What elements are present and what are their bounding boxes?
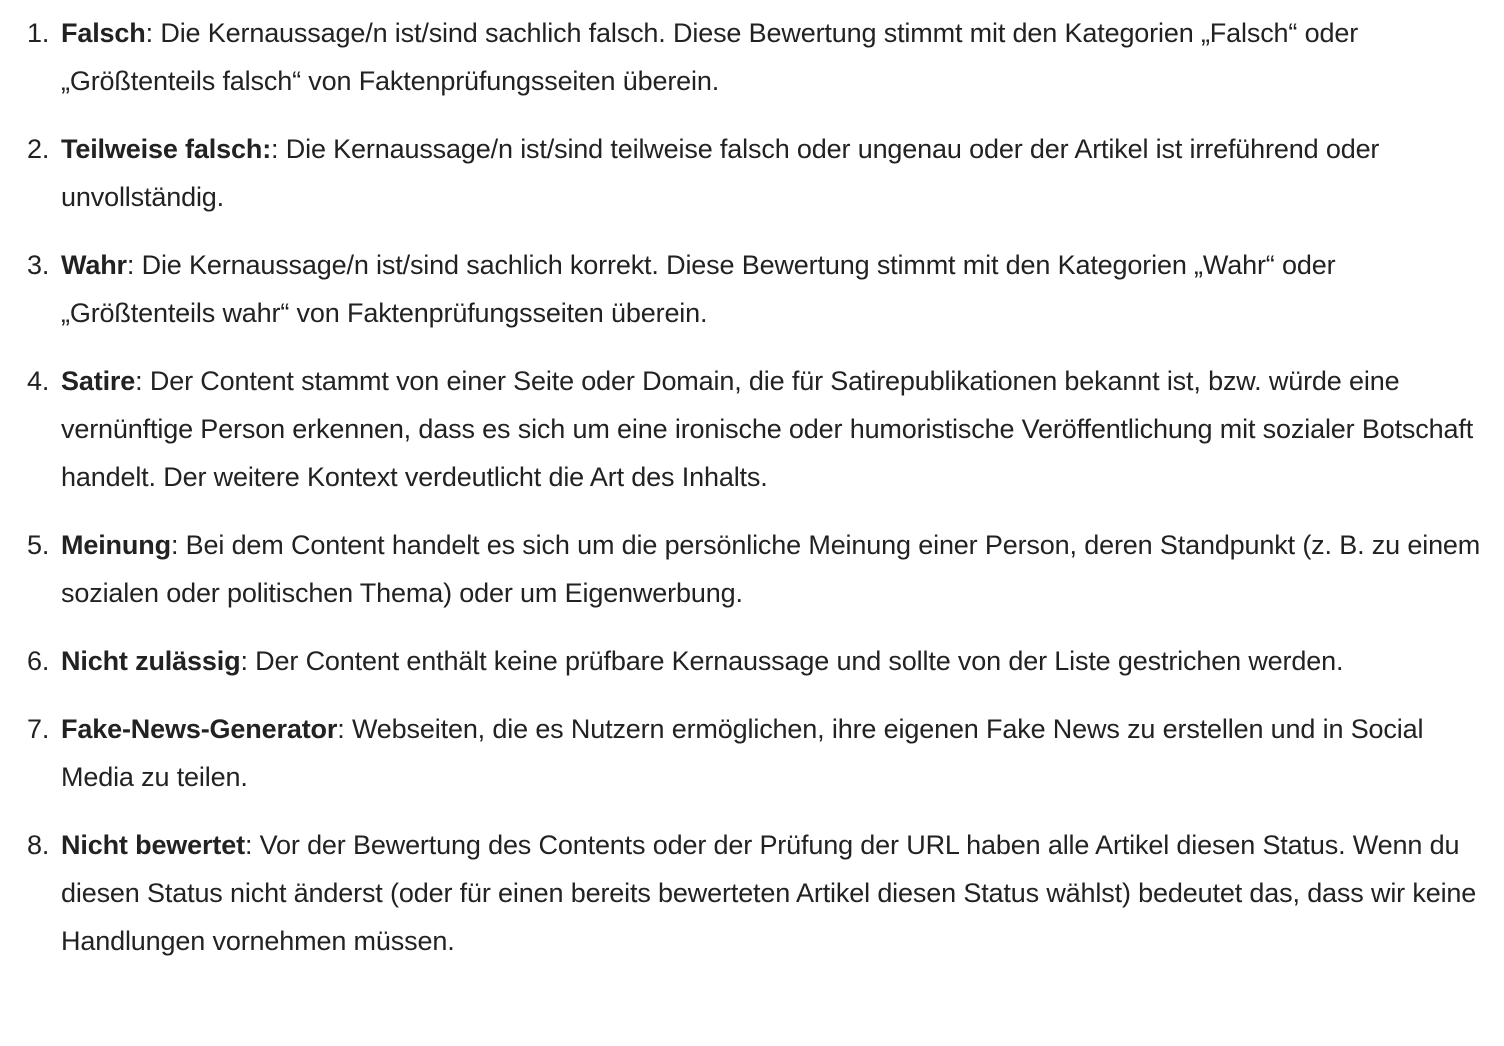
- list-item-fake-news-generator: [0, 705, 1504, 801]
- list-number: 3.: [27, 250, 50, 280]
- list-item-nicht-zulaessig: [0, 637, 1504, 685]
- list-item-falsch: [0, 9, 1504, 105]
- rating-term: Nicht bewertet: [61, 830, 245, 860]
- list-item-satire: [0, 357, 1504, 501]
- list-number: 5.: [27, 530, 50, 560]
- rating-description: : Die Kernaussage/n ist/sind teilweise falsch oder ungenau oder der Artikel ist irreführend oder unvollständig.: [61, 134, 1380, 212]
- rating-description: : Bei dem Content handelt es sich um die persönliche Meinung einer Person, deren Standpunkt (z. B. zu einem sozialen oder politischen Thema) oder um Eigenwerbung.: [61, 530, 1481, 608]
- rating-description: : Webseiten, die es Nutzern ermöglichen, ihre eigenen Fake News zu erstellen und in Social Media zu teilen.: [61, 714, 1424, 792]
- list-item-nicht-bewertet: [0, 821, 1504, 965]
- list-number: 1.: [27, 18, 50, 48]
- rating-term: Falsch: [61, 18, 146, 48]
- rating-term: Wahr: [61, 250, 127, 280]
- list-number: 2.: [27, 134, 50, 164]
- list-item-wahr: [0, 241, 1504, 337]
- rating-description: : Die Kernaussage/n ist/sind sachlich falsch. Diese Bewertung stimmt mit den Kategorien „Falsch“ oder „Größtenteils falsch“ von Faktenprüfungsseiten überein.: [61, 18, 1359, 96]
- rating-term: Meinung: [61, 530, 171, 560]
- list-item-meinung: [0, 521, 1504, 617]
- rating-term: Teilweise falsch:: [61, 134, 272, 164]
- rating-description: : Die Kernaussage/n ist/sind sachlich korrekt. Diese Bewertung stimmt mit den Kategorien „Wahr“ oder „Größtenteils wahr“ von Faktenprüfungsseiten überein.: [61, 250, 1336, 328]
- list-number: 8.: [27, 830, 50, 860]
- rating-description: : Der Content stammt von einer Seite oder Domain, die für Satirepublikationen bekannt ist, bzw. würde eine vernünftige Person erkennen, dass es sich um eine ironische oder humoristische Veröffentlichung mit sozialer Botschaft handelt. Der weitere Kontext verdeutlicht die Art des Inhalts.: [61, 366, 1474, 492]
- list-number: 4.: [27, 366, 50, 396]
- list-item-teilweise-falsch: [0, 125, 1504, 221]
- list-number: 6.: [27, 646, 50, 676]
- rating-description: : Vor der Bewertung des Contents oder der Prüfung der URL haben alle Artikel diesen Status. Wenn du diesen Status nicht änderst (oder für einen bereits bewerteten Artikel diesen Status wählst) bedeutet das, dass wir keine Handlungen vornehmen müssen.: [61, 830, 1477, 956]
- rating-term: Fake-News-Generator: [61, 714, 338, 744]
- rating-term: Nicht zulässig: [61, 646, 241, 676]
- rating-description: : Der Content enthält keine prüfbare Kernaussage und sollte von der Liste gestrichen werden.: [240, 646, 1344, 676]
- rating-categories-list: [0, 9, 1504, 985]
- list-number: 7.: [27, 714, 50, 744]
- rating-term: Satire: [61, 366, 136, 396]
